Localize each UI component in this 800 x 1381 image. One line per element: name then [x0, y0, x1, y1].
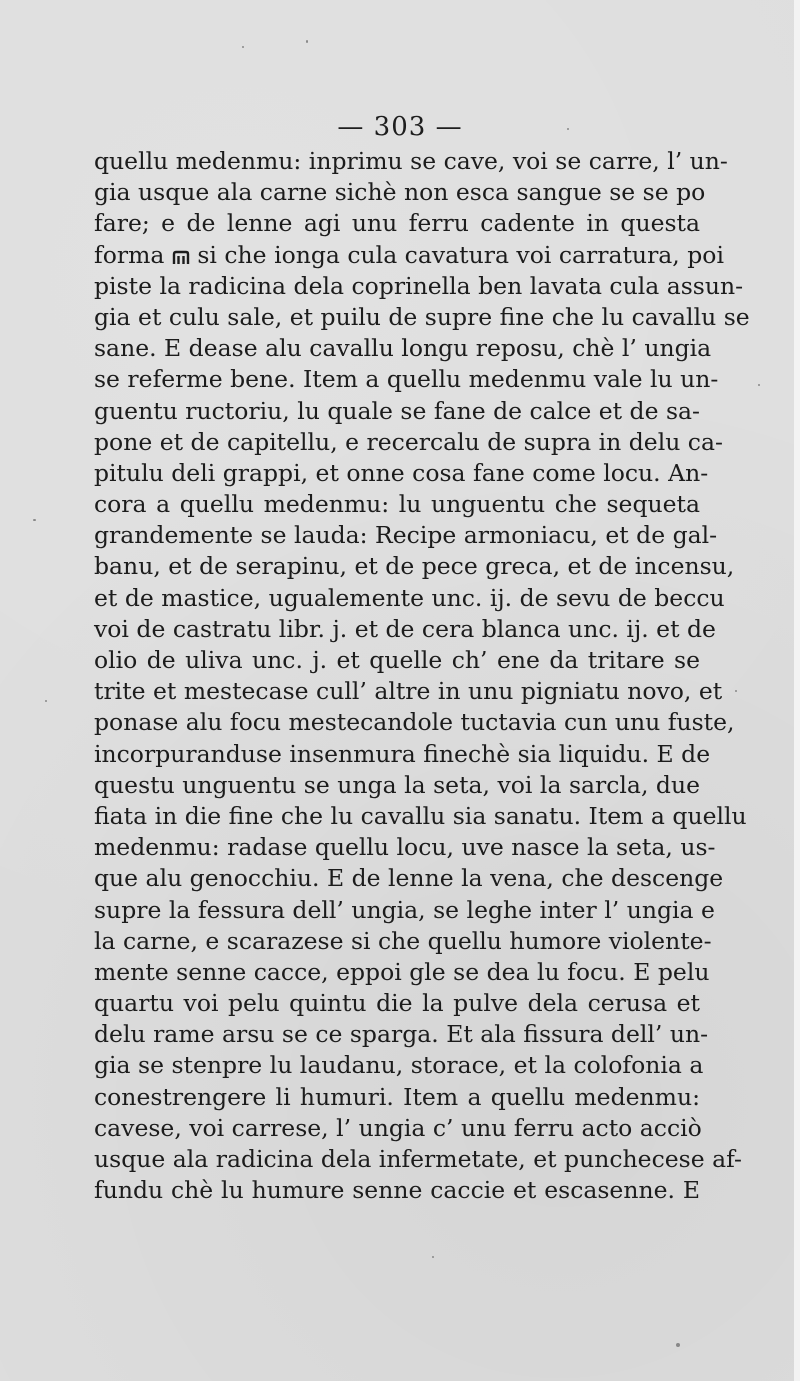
- page-number: — 303 —: [337, 112, 463, 142]
- text-line: banu, et de serapinu, et de pece greca, et de incensu,: [94, 552, 735, 581]
- text-line: conestrengere li humuri. Item a quellu medenmu:: [94, 1082, 700, 1111]
- text-line: gia se stenpre lu laudanu, storace, et la colofonia a: [94, 1051, 704, 1080]
- text-line: olio de uliva unc. j. et quelle ch’ ene da tritare se: [94, 646, 700, 674]
- text-line: mente senne cacce, eppoi gle se dea lu focu. E pelu: [94, 957, 710, 986]
- text-line: pone et de capitellu, e recercalu de supra in delu ca-: [94, 427, 723, 456]
- text-line: incorpuranduse insenmura finechè sia liquidu. E de: [94, 739, 711, 768]
- text-line: usque ala radicina dela infermetate, et punchecese af-: [94, 1145, 742, 1173]
- text-line: gia et culu sale, et puilu de supre fine che lu cavallu se: [94, 302, 750, 331]
- text-line: se referme bene. Item a quellu medenmu vale lu un-: [94, 365, 719, 394]
- body-text: [94, 146, 750, 1206]
- text-line: pitulu deli grappi, et onne cosa fane come locu. An-: [94, 458, 709, 487]
- text-line: la carne, e scarazese si che quellu humore violente-: [94, 926, 712, 955]
- text-line: supre la fessura dell’ ungia, se leghe inter l’ ungia e: [94, 895, 715, 924]
- text-line: que alu genocchiu. E de lenne la vena, che descenge: [94, 864, 724, 893]
- text-line-with-glyph: [94, 240, 724, 271]
- text-line: fiata in die fine che lu cavallu sia sanatu. Item a quellu: [94, 801, 747, 830]
- text-line: voi de castratu libr. j. et de cera blanca unc. ij. et de: [94, 614, 716, 643]
- text-line: cavese, voi carrese, l’ ungia c’ unu ferru acto acciò: [94, 1113, 702, 1142]
- text-line: ponase alu focu mestecandole tuctavia cun unu fuste,: [94, 708, 735, 737]
- text-line: guentu ructoriu, lu quale se fane de calce et de sa-: [94, 396, 700, 425]
- text-line: piste la radicina dela coprinella ben lavata cula assun-: [94, 271, 744, 300]
- text-line: trite et mestecase cull’ altre in unu pigniatu novo, et: [94, 677, 723, 706]
- text-line: medenmu: radase quellu locu, uve nasce la seta, us-: [94, 833, 716, 862]
- text-line: delu rame arsu se ce sparga. Et ala fissura dell’ un-: [94, 1020, 709, 1049]
- text-line: fundu chè lu humure senne caccie et escasenne. E: [94, 1176, 700, 1205]
- text-line: quartu voi pelu quintu die la pulve dela cerusa et: [94, 989, 700, 1018]
- text-line: gia usque ala carne sichè non esca sangue se se po: [94, 178, 706, 207]
- text-line: quellu medenmu: inprimu se cave, voi se carre, l’ un-: [94, 147, 728, 175]
- text-fragment: forma: [94, 240, 165, 269]
- text-line: et de mastice, ugualemente unc. ij. de sevu de beccu: [94, 583, 725, 612]
- text-line: grandemente se lauda: Recipe armoniacu, et de gal-: [94, 521, 718, 550]
- text-fragment: si che ionga cula cavatura voi carratura, poi: [197, 240, 724, 269]
- text-line: cora a quellu medenmu: lu unguentu che sequeta: [94, 490, 700, 519]
- page-edge: [794, 0, 800, 1381]
- text-line: fare; e de lenne agi unu ferru cadente in questa: [94, 209, 700, 238]
- text-line: sane. E dease alu cavallu longu reposu, chè l’ ungia: [94, 334, 712, 363]
- text-line: questu unguentu se unga la seta, voi la sarcla, due: [94, 770, 700, 799]
